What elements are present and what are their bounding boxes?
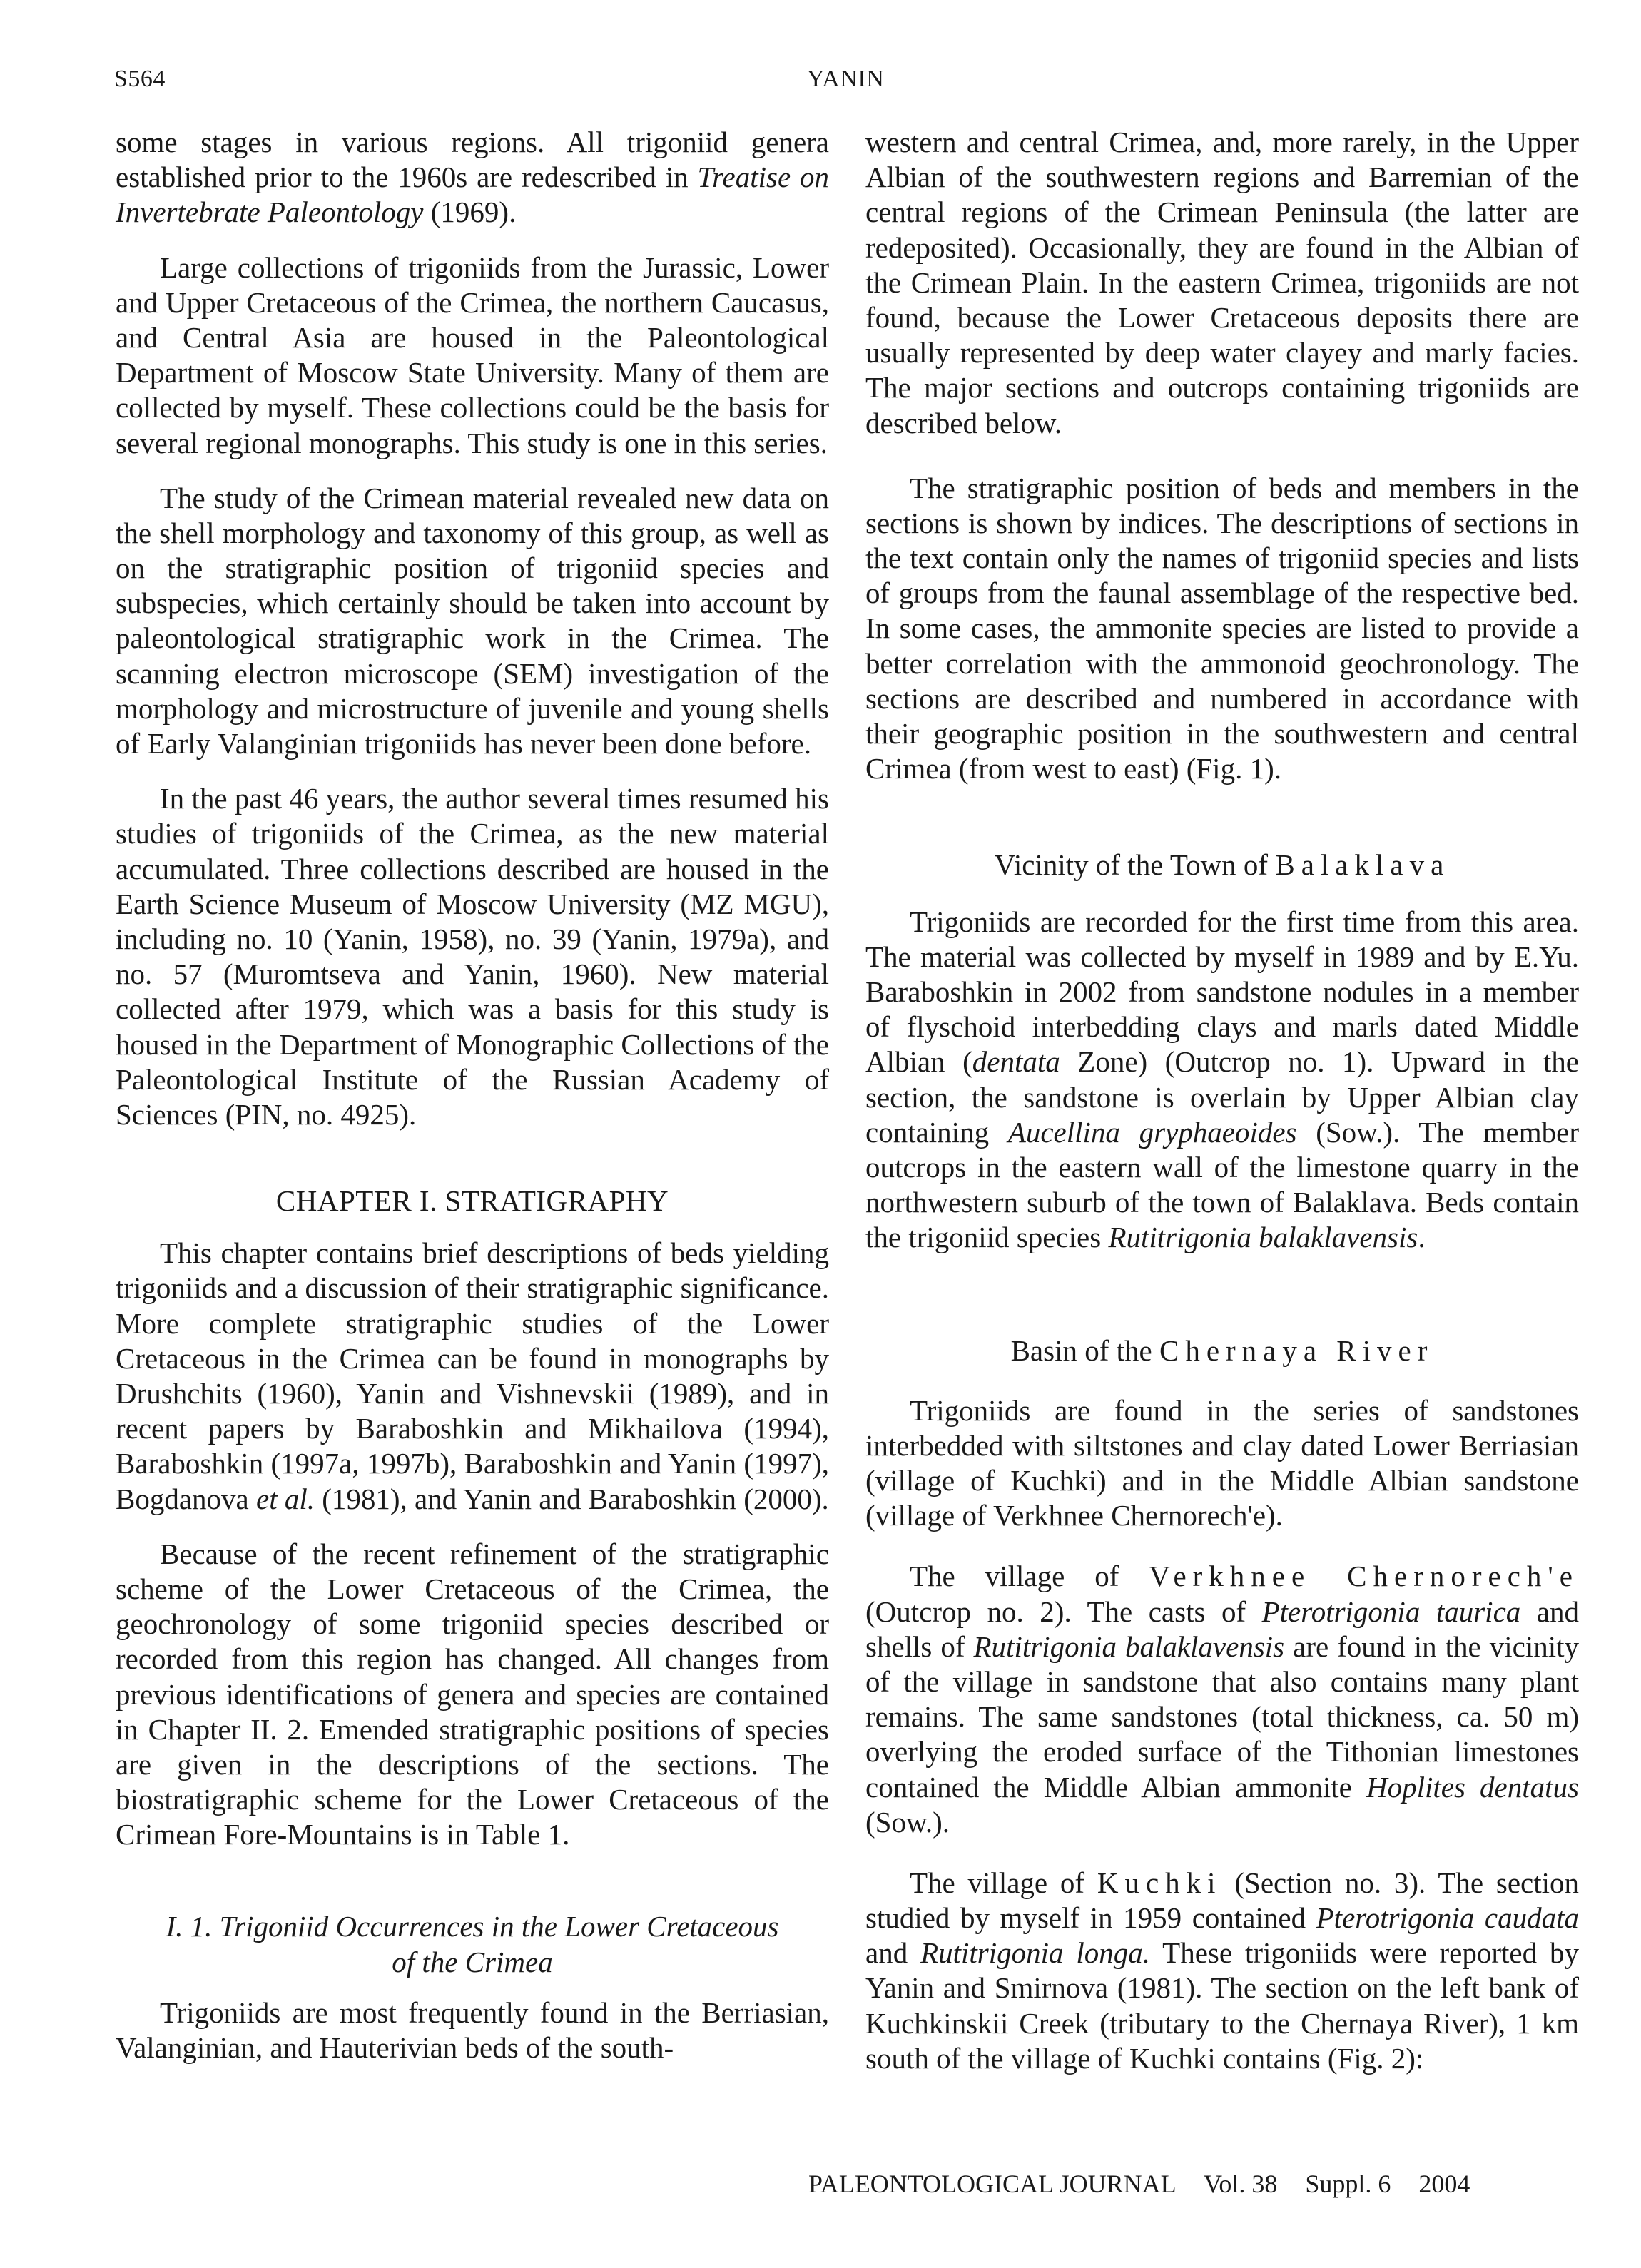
paragraph-balaklava: Trigoniids are recorded for the first time from this area. The material was collected by myself in 1989 and by E.Yu. Baraboshkin in 2002 from sandstone nodules in a member of flyschoid interbedding clays and marls dated Middle Albian (dentata Zone) (Outcrop no. 1). Upward in the section, the sandstone is overlain by Upper Albian clay containing Aucellina gryphaeoides (Sow.). The member outcrops in the eastern wall of the limestone quarry in the northwestern suburb of the town of Balaklava. Beds contain the trigoniid species Rutitrigonia balaklavensis.	[865, 905, 1579, 1254]
footer-journal: PALEONTOLOGICAL JOURNAL	[808, 2170, 1177, 2198]
paragraph-chapter-intro: This chapter contains brief descriptions of beds yielding trigoniids and a discussion of their stratigraphic significance. More complete stratigraphic studies of the Lower Cretaceous in the Crimea can be found in monographs by Drushchits (1960), Yanin and Vishnevskii (1989), and in recent papers by Baraboshkin and Mikhailova (1994), Baraboshkin (1997a, 1997b), Baraboshkin and Yanin (1997), Bogdanova et al. (1981), and Yanin and Baraboshkin (2000).	[116, 1236, 829, 1515]
left-column	[116, 125, 829, 2065]
running-title: YANIN	[807, 66, 885, 92]
right-column	[865, 125, 1579, 2076]
paragraph-occurrences-start: Trigoniids are most frequently found in the Berriasian, Valanginian, and Hauterivian beds of the south-	[116, 1995, 829, 2064]
paragraph-refinement: Because of the recent refinement of the stratigraphic scheme of the Lower Cretaceous of the Crimea, the geochronology of some trigoniid species described or recorded from this region has changed. All changes from previous identifications of genera and species are contained in Chapter II. 2. Emended stratigraphic positions of species are given in the descriptions of the sections. The biostratigraphic scheme for the Lower Cretaceous of the Crimean Fore-Mountains is in Table 1.	[116, 1537, 829, 1851]
paragraph-verkhnee: The village of Verkhnee Chernorech'e (Outcrop no. 2). The casts of Pterotrigonia taurica and shells of Rutitrigonia balaklavensis are found in the vicinity of the village in sandstone that also contains many plant remains. The same sandstones (total thickness, ca. 50 m) overlying the eroded surface of the Tithonian limestones contained the Middle Albian ammonite Hoplites dentatus (Sow.).	[865, 1560, 1579, 1839]
footer-year: 2004	[1418, 2170, 1470, 2198]
paragraph-intro-continued: some stages in various regions. All trigoniid genera established prior to the 1960s are redescribed in Treatise on Invertebrate Paleontology (1969).	[116, 126, 829, 229]
section-heading: I. 1. Trigoniid Occurrences in the Lower Cretaceous of the Crimea	[166, 1910, 779, 1978]
paragraph-kuchki: The village of Kuchki (Section no. 3). The section studied by myself in 1959 contained Pterotrigonia caudata and Rutitrigonia longa. These trigoniids were reported by Yanin and Smirnova (1981). The section on the left bank of Kuchkinskii Creek (tributary to the Chernaya River), 1 km south of the village of Kuchki contains (Fig. 2):	[865, 1866, 1580, 2075]
footer-supplement: Suppl. 6	[1305, 2170, 1391, 2198]
locality-heading-chernaya: Basin of the Chernaya River	[1010, 1334, 1434, 1368]
paragraph-indices: The stratigraphic position of beds and members in the sections is shown by indices. The descriptions of sections in the text contain only the names of trigoniid species and lists of groups from the faunal assemblage of the respective bed. In some cases, the ammonite species are listed to provide a better correlation with the ammonoid geochronology. The sections are described and numbered in accordance with their geographic position in the southwestern and central Crimea (from west to east) (Fig. 1).	[865, 471, 1579, 785]
footer-volume: Vol. 38	[1204, 2170, 1278, 2198]
locality-heading-balaklava: Vicinity of the Town of Balaklava	[994, 848, 1451, 882]
paragraph-collections: Large collections of trigoniids from the Jurassic, Lower and Upper Cretaceous of the Crimea, the northern Caucasus, and Central Asia are housed in the Paleontological Department of Moscow State University. Many of them are collected by myself. These collections could be the basis for several regional monographs. This study is one in this series.	[116, 250, 829, 459]
journal-footer	[808, 2169, 1470, 2199]
paragraph-chernaya: Trigoniids are found in the series of sandstones interbedded with siltstones and clay dated Lower Berriasian (village of Kuchki) and in the Middle Albian sandstone (village of Verkhnee Chernorech'e).	[865, 1393, 1579, 1532]
paragraph-past-years: In the past 46 years, the author several times resumed his studies of trigoniids of the Crimea, as the new material accumulated. Three collections described are housed in the Earth Science Museum of Moscow University (MZ MGU), including no. 10 (Yanin, 1958), no. 39 (Yanin, 1979a), and no. 57 (Muromtseva and Yanin, 1960). New material collected after 1979, which was a basis for this study is housed in the Department of Monographic Collections of the Paleontological Institute of the Russian Academy of Sciences (PIN, no. 4925).	[116, 782, 829, 1131]
page-number: S564	[114, 66, 166, 92]
paragraph-study: The study of the Crimean material revealed new data on the shell morphology and taxonomy of this group, as well as on the stratigraphic position of trigoniid species and subspecies, which certainly should be taken into account by paleontological stratigraphic work in the Crimea. The scanning electron microscope (SEM) investigation of the morphology and microstructure of juvenile and young shells of Early Valanginian trigoniids has never been done before.	[116, 481, 829, 760]
chapter-heading: CHAPTER I. STRATIGRAPHY	[275, 1184, 669, 1218]
paragraph-occurrences-continued: western and central Crimea, and, more rarely, in the Upper Albian of the southwestern regions and Barremian of the central regions of the Crimean Peninsula (the latter are redeposited). Occasionally, they are found in the Albian of the Crimean Plain. In the eastern Crimea, trigoniids are not found, because the Lower Cretaceous deposits there are usually represented by deep water clayey and marly facies. The major sections and outcrops containing trigoniids are described below.	[865, 126, 1579, 439]
